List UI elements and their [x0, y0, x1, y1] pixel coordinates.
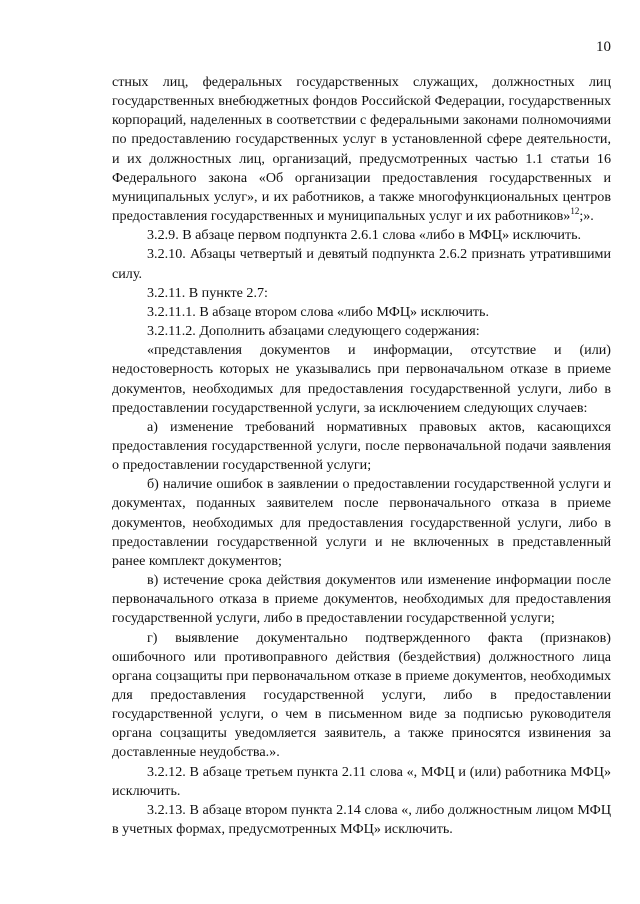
paragraph-3-2-9: 3.2.9. В абзаце первом подпункта 2.6.1 слова «либо в МФЦ» исключить. — [147, 227, 582, 244]
paragraph-text: стных лиц, федеральных государственных служащих, должностных лиц государственных внебюджетных фондов Российской Федерации, государственных корпораций, наделенных в соответствии с федеральными законами полномочиями по предоставлению государственных услуг в установленной сфере деятельности, и их должностных лиц, организаций, предусмотренных частью 1.1 статьи 16 Федерального закона «Об организации предоставления государственных и муниципальных услуг», и их работников, а также многофункциональных центров предоставления государственных и муниципальных услуг и их работников» — [112, 74, 611, 225]
paragraph-3-2-11-1: 3.2.11.1. В абзаце втором слова «либо МФЦ» исключить. — [147, 303, 489, 320]
paragraph-3-2-12: 3.2.12. В абзаце третьем пункта 2.11 слова «, МФЦ и (или) работника МФЦ» исключить. — [112, 763, 611, 799]
list-item-a: а) изменение требований нормативных правовых актов, касающихся предоставления государственной услуги, после первоначальной подачи заявления о предоставлении государственной услуги; — [112, 418, 611, 474]
paragraph-continuation — [112, 73, 611, 226]
list-item-v: в) истечение срока действия документов или изменение информации после первоначального отказа в приеме документов, необходимых для предоставления государственной услуги, либо в предоставлении государственной услуги; — [112, 572, 611, 627]
paragraph-3-2-10: 3.2.10. Абзацы четвертый и девятый подпункта 2.6.2 признать утратившими силу. — [112, 246, 611, 282]
document-body — [112, 73, 611, 839]
paragraph-3-2-11: 3.2.11. В пункте 2.7: — [147, 284, 268, 301]
paragraph-quoted-intro: «представления документов и информации, отсутствие и (или) недостоверность которых не указывались при первоначальном отказе в приеме документов, необходимых для предоставления государственной услуги, либо в предоставлении государственной услуги, за исключением следующих случаев: — [112, 342, 611, 416]
paragraph-tail: ;». — [579, 208, 594, 225]
footnote-reference: 12 — [570, 206, 580, 217]
paragraph-3-2-11-2: 3.2.11.2. Дополнить абзацами следующего содержания: — [147, 323, 480, 340]
list-item-g: г) выявление документально подтвержденного факта (признаков) ошибочного или противоправного действия (бездействия) должностного лица органа соцзащиты при первоначальном отказе в приеме документов, необходимых для предоставления государственной услуги, либо в предоставлении государственной услуги, о чем в письменном виде за подписью руководителя органа соцзащиты уведомляется заявитель, а также приносятся извинения за доставленные неудобства.». — [112, 629, 611, 761]
list-item-b: б) наличие ошибок в заявлении о предоставлении государственной услуги и документах, поданных заявителем после первоначального отказа в приеме документов, необходимых для предоставления государственной услуги, либо в предоставлении государственной услуги и не включенных в представленный ранее комплект документов; — [112, 476, 611, 569]
page-number: 10 — [596, 39, 611, 55]
paragraph-3-2-13: 3.2.13. В абзаце втором пункта 2.14 слова «, либо должностным лицом МФЦ в учетных формах, предусмотренных МФЦ» исключить. — [112, 801, 611, 838]
